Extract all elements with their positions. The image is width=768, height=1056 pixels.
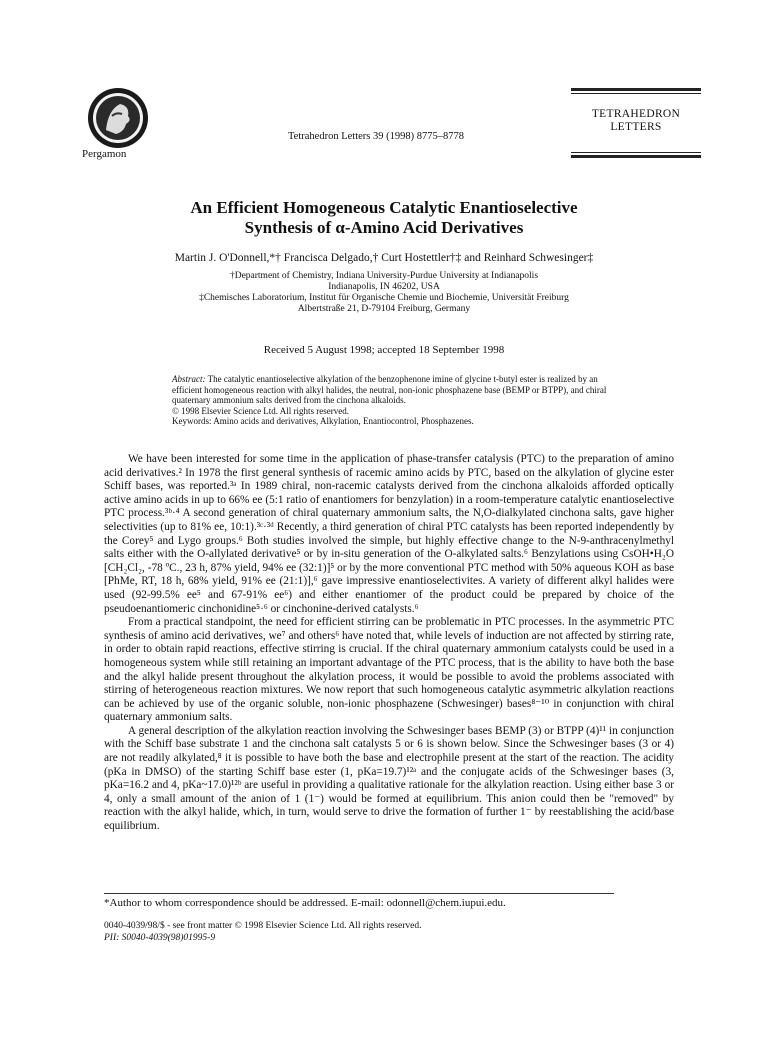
affiliations bbox=[140, 271, 628, 315]
publisher-name: Pergamon bbox=[82, 148, 127, 160]
article-title bbox=[120, 198, 648, 238]
abstract-label: Abstract: bbox=[172, 374, 206, 384]
body-paragraph-1: We have been interested for some time in the application of phase-transfer catalysis (PTC) to the preparation of amino acid derivatives.² In 1978 the first general synthesis of racemic amino acids by PTC, based on the alkylation of glycine ester Schiff bases, was reported.³ᵃ In 1989 chiral, non-racemic catalysts derived from the cinchona alkaloids afforded optically active amino acids in up to 66% ee (5:1 ratio of enantiomers for benzylation) in a room-temperature catalytic enantioselective PTC process.³ᵇ·⁴ A second generation of chiral quaternary ammonium salts, the N,O-dialkylated cinchona salts, gave higher selectivities (up to 81% ee, 10:1).³ᶜ·³ᵈ Recently, a third generation of chiral PTC catalysts has been reported independently by the Corey⁵ and Lygo groups.⁶ Both studies involved the simple, but highly effective change to the N-9-anthracenylmethyl salts either with the O-allylated derivative⁵ or by in-situ generation of the O-alkylated salts.⁶ Benzylations using CsOH•H₂O [CH₂Cl₂, -78 ºC., 23 h, 87% yield, 94% ee (32:1)]⁵ or by the more conventional PTC method with 50% aqueous KOH as base [PhMe, RT, 18 h, 68% yield, 91% ee (21:1)],⁶ gave impressive enantioselectivites. A variety of different alkyl halides were used (92-99.5% ee⁵ and 67-91% ee⁶) and either enantiomer of the product could be prepared by choice of the pseudoenantiomeric cinchonidine⁵·⁶ or cinchonine-derived catalysts.⁶ bbox=[104, 453, 674, 615]
affiliation-2-line2: Albertstraße 21, D-79104 Freiburg, Germany bbox=[297, 304, 471, 314]
affiliation-1-line2: Indianapolis, IN 46202, USA bbox=[328, 282, 440, 292]
pii-line: PII: S0040-4039(98)01995-9 bbox=[104, 933, 216, 943]
issn-block bbox=[104, 920, 421, 944]
author-list: Martin J. O'Donnell,*† Francisca Delgado,† Curt Hostettler†‡ and Reinhard Schwesinger‡ bbox=[174, 252, 594, 264]
affiliation-1-line1: †Department of Chemistry, Indiana University-Purdue University at Indianapolis bbox=[229, 271, 539, 281]
correspondence-footnote: *Author to whom correspondence should be addressed. E-mail: odonnell@chem.iupui.edu. bbox=[104, 897, 506, 909]
journal-masthead bbox=[571, 88, 701, 160]
journal-name-line2: LETTERS bbox=[610, 121, 662, 133]
footnote-rule bbox=[104, 893, 614, 894]
masthead-rule-top-thin bbox=[571, 93, 701, 94]
masthead-rule-bottom-thin bbox=[571, 152, 701, 153]
abstract-paragraph bbox=[172, 374, 612, 406]
journal-name bbox=[571, 108, 701, 134]
journal-name-line1: TETRAHEDRON bbox=[591, 108, 681, 120]
masthead-rule-top bbox=[571, 88, 701, 91]
title-line2: Synthesis of α-Amino Acid Derivatives bbox=[244, 218, 524, 237]
abstract-text: The catalytic enantioselective alkylation of the benzophenone imine of glycine t-butyl ester is realized by an efficient homogeneous reaction with alkyl halides, the neutral, non-ionic phosphazene base (BEMP or BTPP), and chiral quaternary ammonium salts derived from the cinchona alkaloids. bbox=[172, 374, 607, 405]
body-paragraph-2: From a practical standpoint, the need for efficient stirring can be problematic in PTC processes. In the asymmetric PTC synthesis of amino acid derivatives, we⁷ and others⁶ have noted that, while levels of induction are not affected by stirring rate, in order to obtain rapid reactions, effective stirring is crucial. If the chiral quaternary ammonium catalysts could be used in a homogeneous system while still retaining an important advantage of the PTC process, that is the ability to have both the base and the alkyl halide present throughout the alkylation process, it would be possible to avoid the problems associated with stirring of heterogeneous reaction mixtures. We now report that such homogeneous catalytic asymmetric alkylation reactions can be achieved by use of the organic soluble, non-ionic phosphazene (Schwesinger) bases⁸⁻¹⁰ in conjunction with chiral quaternary ammonium salts. bbox=[104, 616, 674, 724]
received-dates: Received 5 August 1998; accepted 18 September 1998 bbox=[263, 344, 505, 356]
masthead-rule-bottom bbox=[571, 155, 701, 158]
abstract-block bbox=[172, 374, 612, 427]
publisher-seal-icon bbox=[86, 86, 150, 150]
affiliation-2-line1: ‡Chemisches Laboratorium, Institut für Organische Chemie und Biochemie, Universität Freiburg bbox=[199, 293, 569, 303]
copyright-line: © 1998 Elsevier Science Ltd. All rights reserved. bbox=[172, 405, 350, 416]
issn-line: 0040-4039/98/$ - see front matter © 1998 Elsevier Science Ltd. All rights reserved. bbox=[104, 921, 422, 931]
journal-citation: Tetrahedron Letters 39 (1998) 8775–8778 bbox=[288, 131, 464, 142]
body-paragraph-3: A general description of the alkylation reaction involving the Schwesinger bases BEMP (3) or BTPP (4)¹¹ in conjunction with the Schiff base substrate 1 and the cinchona salt catalysts 5 or 6 is shown below. Since the Schwesinger bases (3 or 4) are not readily alkylated,⁸ it is possible to have both the base and electrophile present at the start of the reaction. The acidity (pKa in DMSO) of the starting Schiff base ester (1, pKa=19.7)¹²ᵃ and the conjugate acids of the Schwesinger bases (3, pKa=16.2 and 4, pKa~17.0)¹²ᵇ are useful in providing a qualitative rationale for the alkylation reaction. Using either base 3 or 4, only a small amount of the anion of 1 (1⁻) would be formed at equilibrium. This anion could then be "removed" by reaction with the alkyl halide, which, in turn, would serve to drive the formation of further 1⁻ by reestablishing the acid/base equilibrium. bbox=[104, 724, 674, 833]
title-line1: An Efficient Homogeneous Catalytic Enantioselective bbox=[190, 198, 578, 217]
body-text bbox=[104, 453, 674, 834]
keywords-line: Keywords: Amino acids and derivatives, Alkylation, Enantiocontrol, Phosphazenes. bbox=[172, 416, 474, 426]
